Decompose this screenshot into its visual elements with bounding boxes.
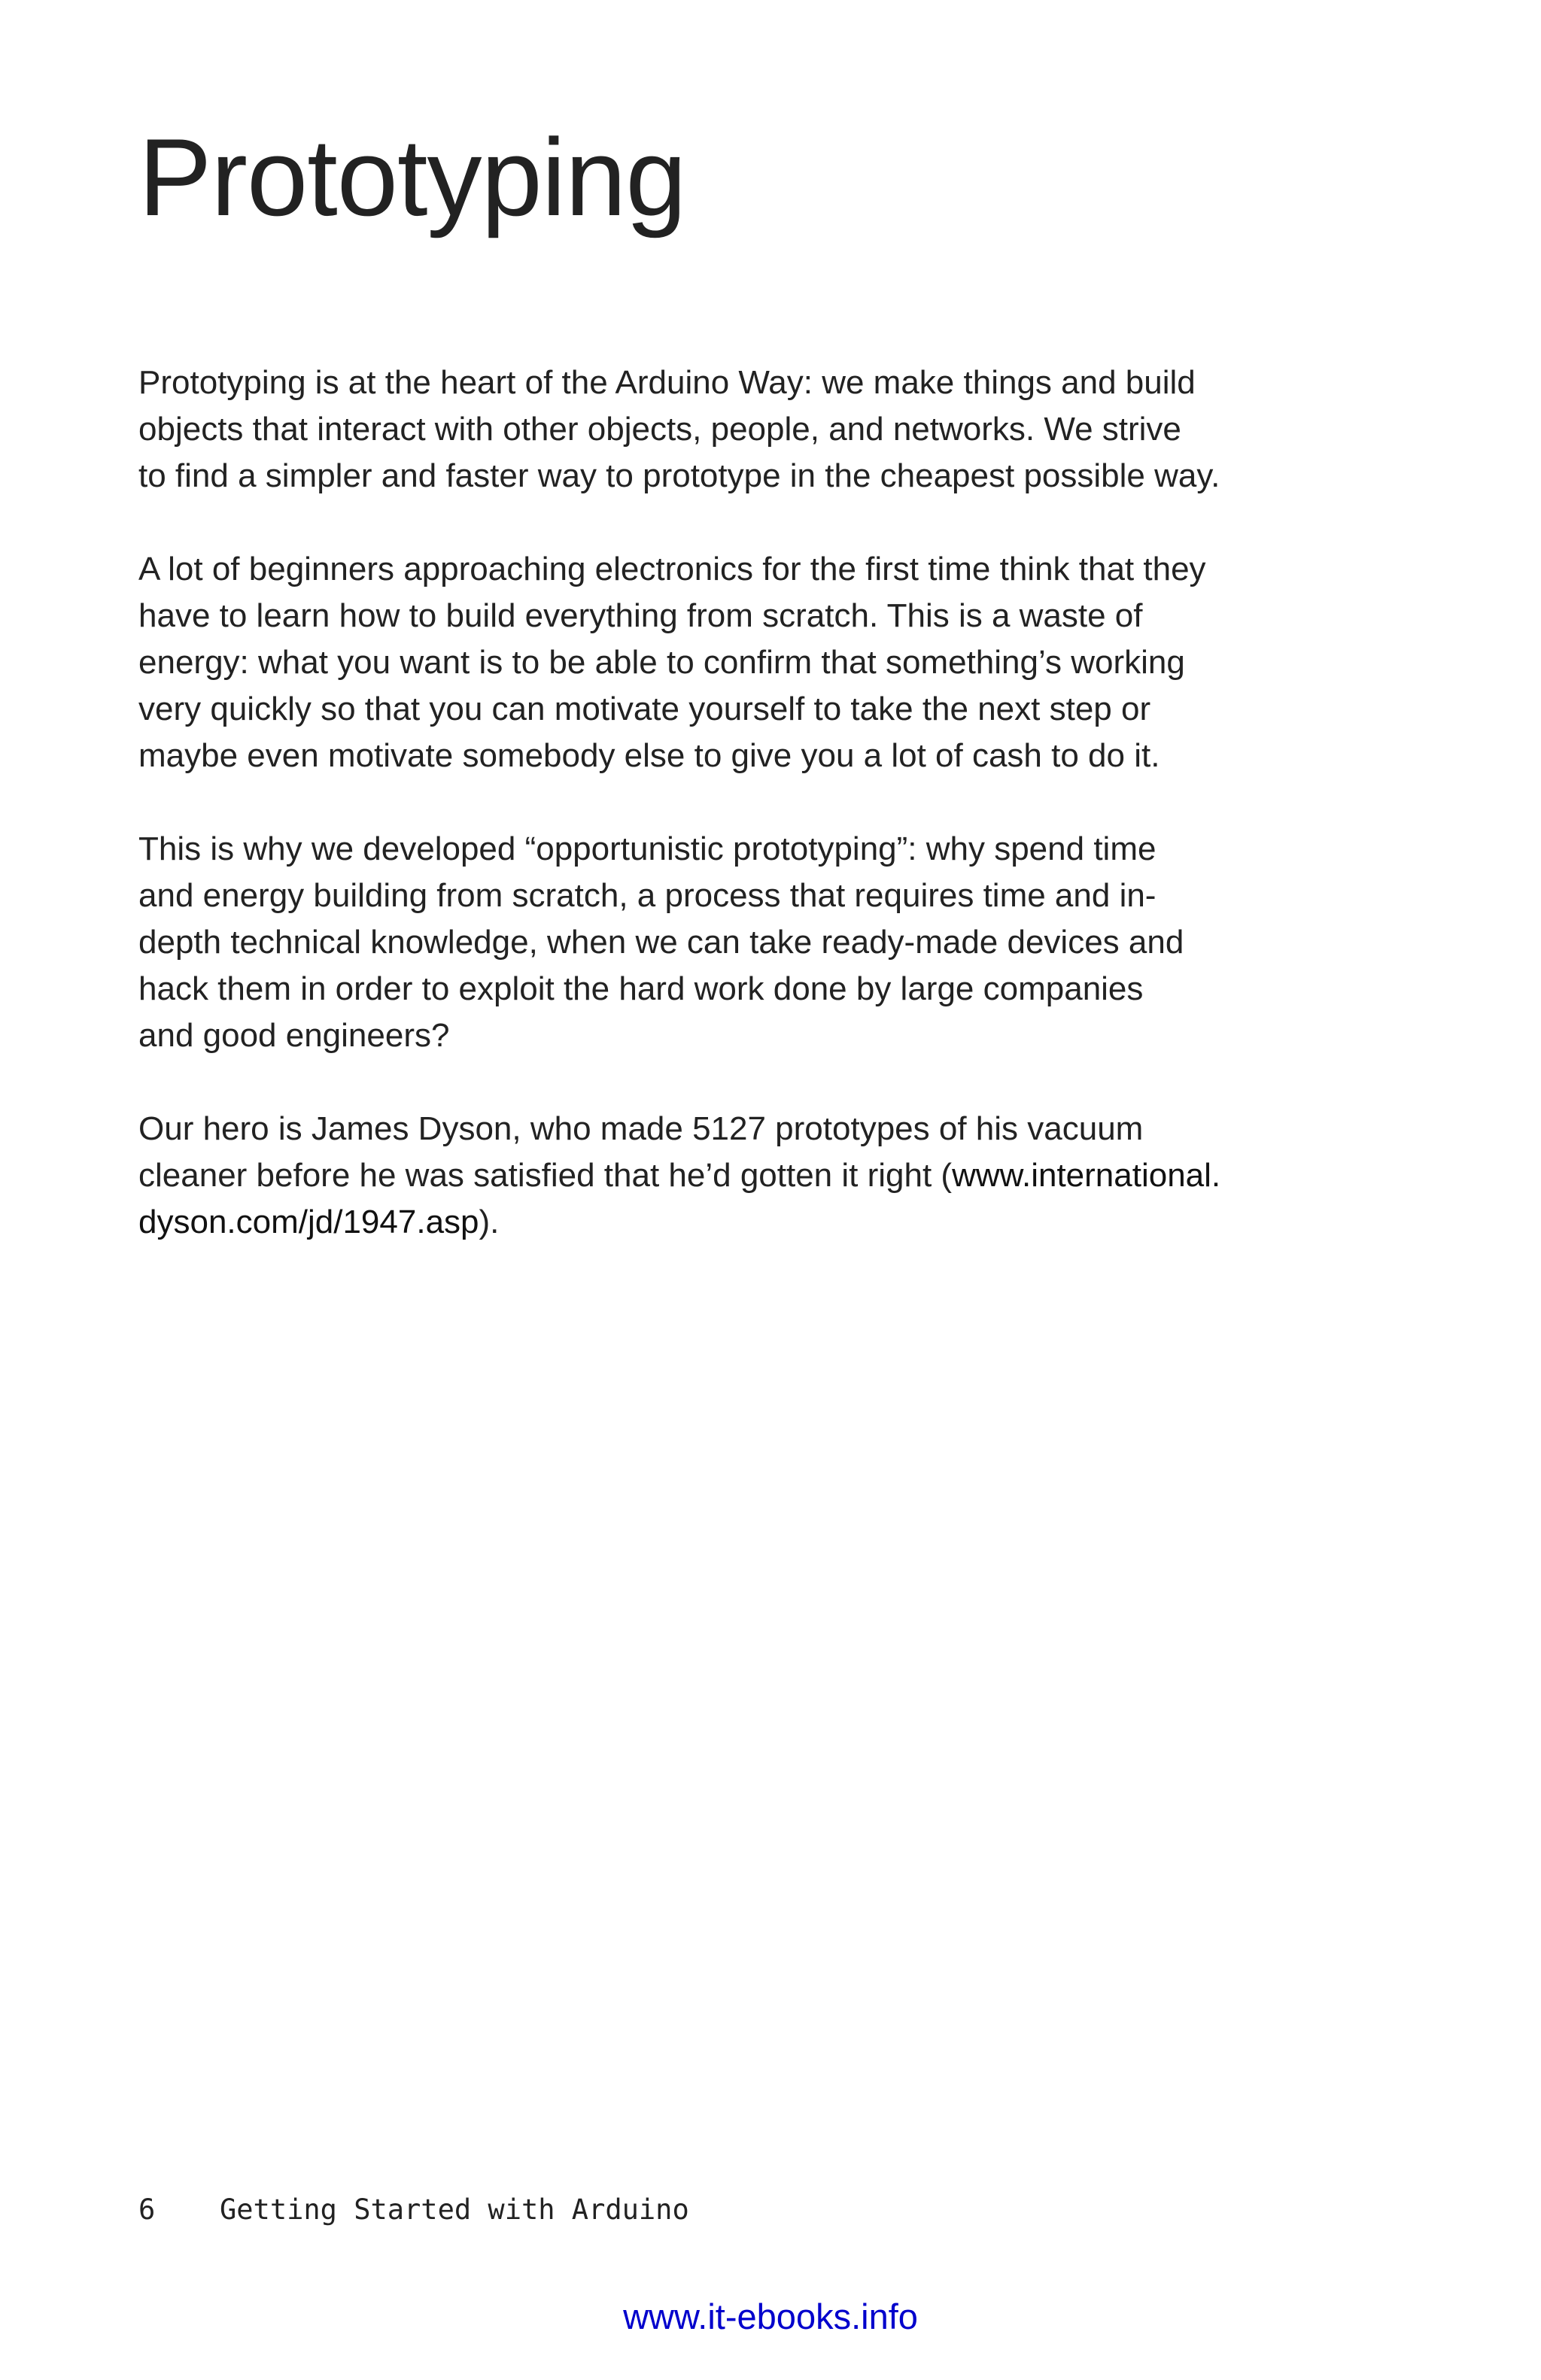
watermark-link[interactable]: www.it-ebooks.info <box>623 2297 918 2336</box>
text-line: Prototyping is at the heart of the Arduino Way: we make things and build <box>138 364 1196 401</box>
page-number: 6 <box>138 2193 156 2226</box>
text-line <box>138 1152 1342 1199</box>
body-text <box>138 360 1342 1292</box>
running-book-title: Getting Started with Arduino <box>220 2193 689 2226</box>
text-segment: cleaner before he was satisfied that he’d gotten it right ( <box>138 1157 953 1194</box>
text-line <box>138 1199 1342 1246</box>
dyson-url-part-1: www.international. <box>952 1157 1221 1194</box>
text-line: A lot of beginners approaching electronics for the first time think that they <box>138 551 1206 587</box>
text-segment: ). <box>479 1204 500 1240</box>
text-line: hack them in order to exploit the hard work done by large companies <box>138 970 1144 1007</box>
text-line: have to learn how to build everything from scratch. This is a waste of <box>138 597 1143 634</box>
text-line: This is why we developed “opportunistic prototyping”: why spend time <box>138 830 1157 867</box>
paragraph-4 <box>138 1106 1342 1246</box>
text-line: maybe even motivate somebody else to give you a lot of cash to do it. <box>138 737 1160 774</box>
text-line: and good engineers? <box>138 1017 450 1054</box>
text-line: depth technical knowledge, when we can take ready-made devices and <box>138 924 1184 961</box>
text-line: very quickly so that you can motivate yourself to take the next step or <box>138 691 1151 727</box>
paragraph-2 <box>138 546 1342 779</box>
text-line: to find a simpler and faster way to prototype in the cheapest possible way. <box>138 457 1220 494</box>
text-line: Our hero is James Dyson, who made 5127 prototypes of his vacuum <box>138 1110 1144 1147</box>
dyson-url-part-2: dyson.com/jd/1947.asp <box>138 1204 479 1240</box>
text-line: energy: what you want is to be able to confirm that something’s working <box>138 644 1185 681</box>
text-line: and energy building from scratch, a process that requires time and in- <box>138 877 1157 914</box>
paragraph-1 <box>138 360 1342 499</box>
page-title: Prototyping <box>138 116 686 238</box>
text-line: objects that interact with other objects, people, and networks. We strive <box>138 411 1181 448</box>
page-footer <box>138 2193 689 2226</box>
paragraph-3 <box>138 826 1342 1059</box>
